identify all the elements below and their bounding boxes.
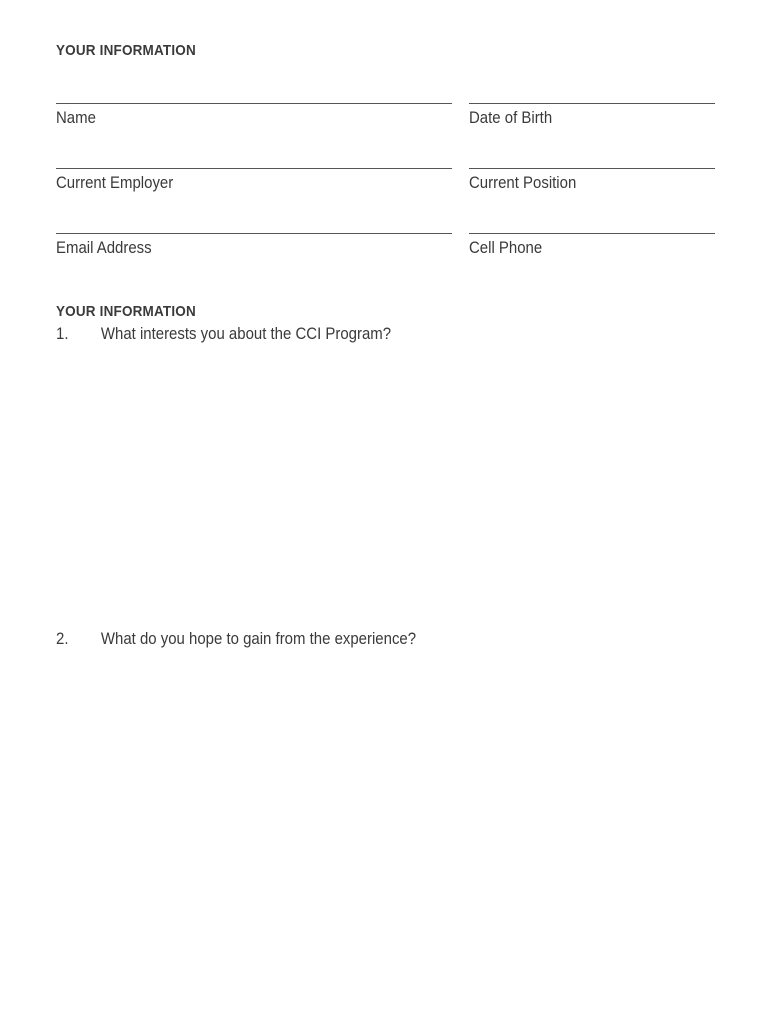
email-address-underline: [56, 233, 452, 234]
date-of-birth-underline: [469, 103, 715, 104]
question-1-answer-area[interactable]: [56, 355, 715, 620]
section-title-your-information: YOUR INFORMATION: [56, 42, 196, 59]
name-underline: [56, 103, 452, 104]
current-employer-underline: [56, 168, 452, 169]
email-address-label: Email Address: [56, 238, 152, 257]
date-of-birth-field[interactable]: [469, 103, 715, 128]
current-employer-field[interactable]: [56, 168, 452, 193]
current-position-label: Current Position: [469, 173, 577, 192]
name-label: Name: [56, 108, 96, 127]
question-1-number: 1.: [56, 324, 69, 343]
current-employer-label: Current Employer: [56, 173, 174, 192]
current-position-field[interactable]: [469, 168, 715, 193]
cell-phone-underline: [469, 233, 715, 234]
question-2-answer-area[interactable]: [56, 660, 715, 990]
date-of-birth-label: Date of Birth: [469, 108, 553, 127]
name-field[interactable]: [56, 103, 452, 128]
question-1-text: What interests you about the CCI Program?: [100, 324, 392, 343]
current-position-underline: [469, 168, 715, 169]
question-2-text: What do you hope to gain from the experience?: [100, 629, 417, 648]
email-address-field[interactable]: [56, 233, 452, 258]
cell-phone-field[interactable]: [469, 233, 715, 258]
question-1: [56, 324, 391, 344]
section-title-your-information-2: YOUR INFORMATION: [56, 303, 196, 320]
question-2: [56, 629, 416, 649]
question-2-number: 2.: [56, 629, 69, 648]
cell-phone-label: Cell Phone: [469, 238, 543, 257]
